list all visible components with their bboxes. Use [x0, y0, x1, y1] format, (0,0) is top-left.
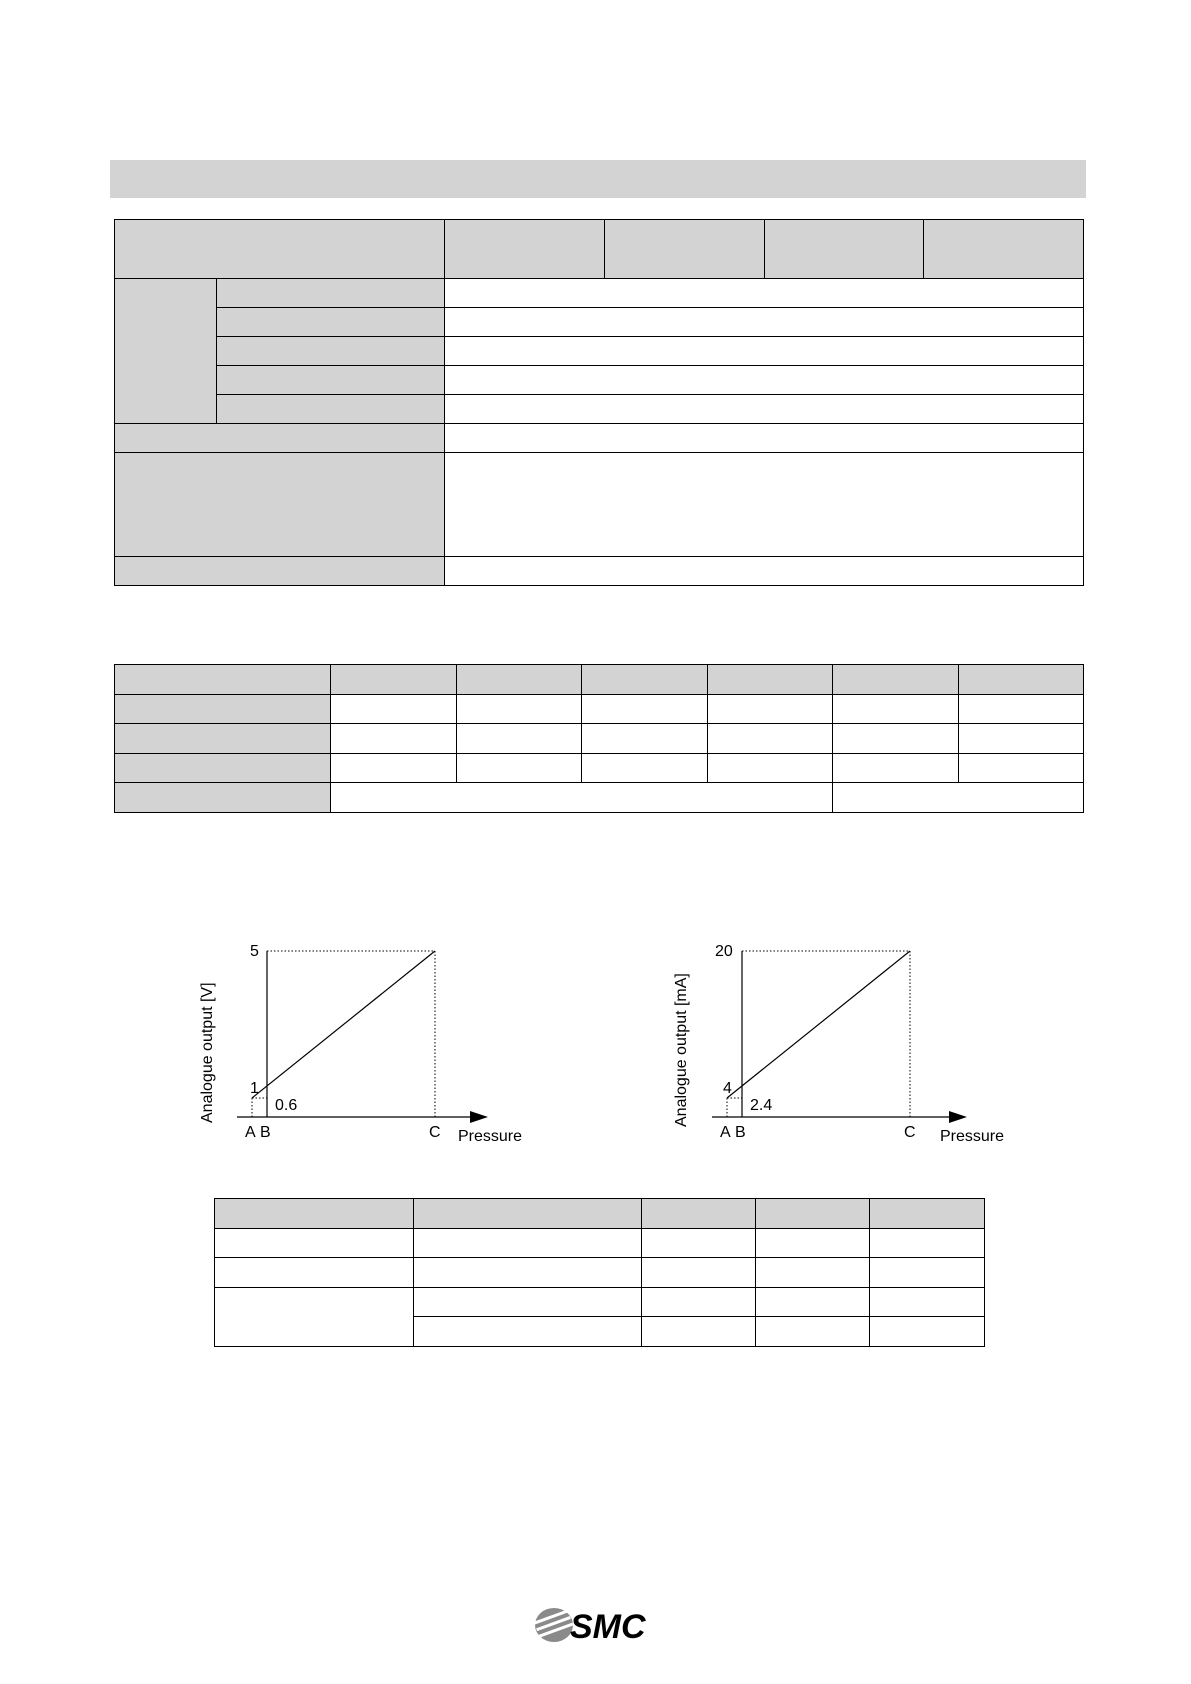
table-row — [115, 220, 1084, 279]
graph-y-top-label: 20 — [715, 943, 733, 960]
table-cell — [414, 1199, 642, 1229]
table-row — [115, 279, 1084, 308]
table-cell — [217, 279, 445, 308]
specification-table — [114, 219, 1084, 586]
table-cell — [445, 395, 1084, 424]
table-cell — [115, 424, 445, 453]
table-cell — [582, 724, 708, 754]
table-cell — [959, 694, 1084, 724]
graph-x-axis-arrow — [470, 1111, 488, 1123]
table-cell — [756, 1317, 870, 1347]
table-cell — [765, 220, 924, 279]
table-row — [115, 694, 1084, 724]
table-row — [115, 783, 1084, 813]
graph-y-low-label: 4 — [723, 1080, 732, 1097]
table-cell — [445, 557, 1084, 586]
table-cell — [215, 1199, 414, 1229]
table-cell — [217, 395, 445, 424]
table-cell — [215, 1287, 414, 1346]
table-cell — [115, 279, 217, 424]
table-cell — [870, 1258, 985, 1288]
table-cell — [756, 1287, 870, 1317]
analogue-voltage-graph — [190, 935, 550, 1155]
table-row — [115, 557, 1084, 586]
table-cell — [642, 1287, 756, 1317]
table-cell — [331, 783, 833, 813]
graph-offset-label: 2.4 — [750, 1097, 773, 1114]
table-cell — [708, 665, 833, 695]
graph-x-label-a: A — [245, 1124, 256, 1141]
table-row — [115, 395, 1084, 424]
table-cell — [642, 1199, 756, 1229]
table-cell — [445, 453, 1084, 557]
smc-logo-text: SMC — [570, 1608, 646, 1645]
table-row — [215, 1287, 985, 1317]
setting-points-table — [214, 1198, 985, 1347]
analogue-current-graph — [664, 935, 1024, 1155]
table-cell — [959, 724, 1084, 754]
table-cell — [331, 694, 457, 724]
table-cell — [445, 424, 1084, 453]
graph-y-low-label: 1 — [250, 1080, 259, 1097]
table-row — [215, 1258, 985, 1288]
table-cell — [642, 1317, 756, 1347]
graph-x-axis-label: Pressure — [940, 1128, 1005, 1145]
table-cell — [870, 1317, 985, 1347]
table-cell — [115, 220, 445, 279]
table-cell — [833, 665, 959, 695]
table-cell — [642, 1228, 756, 1258]
table-cell — [756, 1228, 870, 1258]
table-cell — [582, 694, 708, 724]
table-cell — [115, 665, 331, 695]
table-cell — [708, 753, 833, 783]
table-row — [115, 665, 1084, 695]
table-cell — [457, 665, 582, 695]
table-cell — [870, 1199, 985, 1229]
table-cell — [959, 753, 1084, 783]
graph-x-label-c: C — [904, 1124, 916, 1141]
table-cell — [115, 753, 331, 783]
table-cell — [756, 1258, 870, 1288]
table-cell — [924, 220, 1084, 279]
table-cell — [217, 308, 445, 337]
graph-y-top-label: 5 — [250, 943, 259, 960]
table-cell — [115, 783, 331, 813]
table-cell — [833, 694, 959, 724]
table-cell — [215, 1258, 414, 1288]
table-cell — [708, 724, 833, 754]
table-cell — [414, 1228, 642, 1258]
table-row — [115, 308, 1084, 337]
smc-logo — [534, 1605, 660, 1645]
table-cell — [457, 724, 582, 754]
table-cell — [756, 1199, 870, 1229]
graph-output-line — [252, 951, 435, 1098]
table-cell — [331, 724, 457, 754]
graph-x-axis-arrow — [949, 1111, 967, 1123]
table-cell — [642, 1258, 756, 1288]
table-cell — [445, 308, 1084, 337]
table-cell — [582, 665, 708, 695]
graph-x-label-b: B — [735, 1124, 746, 1141]
table-cell — [215, 1228, 414, 1258]
table-cell — [959, 665, 1084, 695]
table-cell — [582, 753, 708, 783]
table-cell — [445, 337, 1084, 366]
table-cell — [833, 724, 959, 754]
table-row — [115, 424, 1084, 453]
graph-x-label-c: C — [429, 1124, 441, 1141]
table-row — [215, 1228, 985, 1258]
table-cell — [445, 366, 1084, 395]
section-header-bar — [110, 160, 1086, 198]
table-cell — [331, 753, 457, 783]
table-cell — [331, 665, 457, 695]
graph-x-label-b: B — [260, 1124, 271, 1141]
table-cell — [833, 753, 959, 783]
graph-x-axis-label: Pressure — [458, 1128, 523, 1145]
table-cell — [605, 220, 765, 279]
table-cell — [115, 724, 331, 754]
table-cell — [457, 753, 582, 783]
table-cell — [445, 220, 605, 279]
table-cell — [217, 337, 445, 366]
table-cell — [870, 1287, 985, 1317]
table-cell — [414, 1258, 642, 1288]
table-cell — [870, 1228, 985, 1258]
table-cell — [445, 279, 1084, 308]
graph-output-line — [727, 951, 910, 1098]
table-cell — [414, 1317, 642, 1347]
graph-y-axis-label: Analogue output [V] — [199, 982, 216, 1123]
table-cell — [457, 694, 582, 724]
table-row — [115, 337, 1084, 366]
table-cell — [833, 783, 1084, 813]
smc-stripes-logo-icon — [534, 1608, 573, 1642]
table-row — [115, 724, 1084, 754]
pressure-range-table — [114, 664, 1084, 813]
graph-x-label-a: A — [720, 1124, 731, 1141]
table-cell — [708, 694, 833, 724]
table-row — [115, 366, 1084, 395]
table-cell — [115, 694, 331, 724]
table-cell — [115, 557, 445, 586]
table-row — [115, 753, 1084, 783]
table-row — [215, 1199, 985, 1229]
table-row — [115, 453, 1084, 557]
table-cell — [414, 1287, 642, 1317]
graph-offset-label: 0.6 — [275, 1097, 298, 1114]
table-cell — [115, 453, 445, 557]
graph-y-axis-label: Analogue output [mA] — [673, 973, 690, 1127]
table-cell — [217, 366, 445, 395]
